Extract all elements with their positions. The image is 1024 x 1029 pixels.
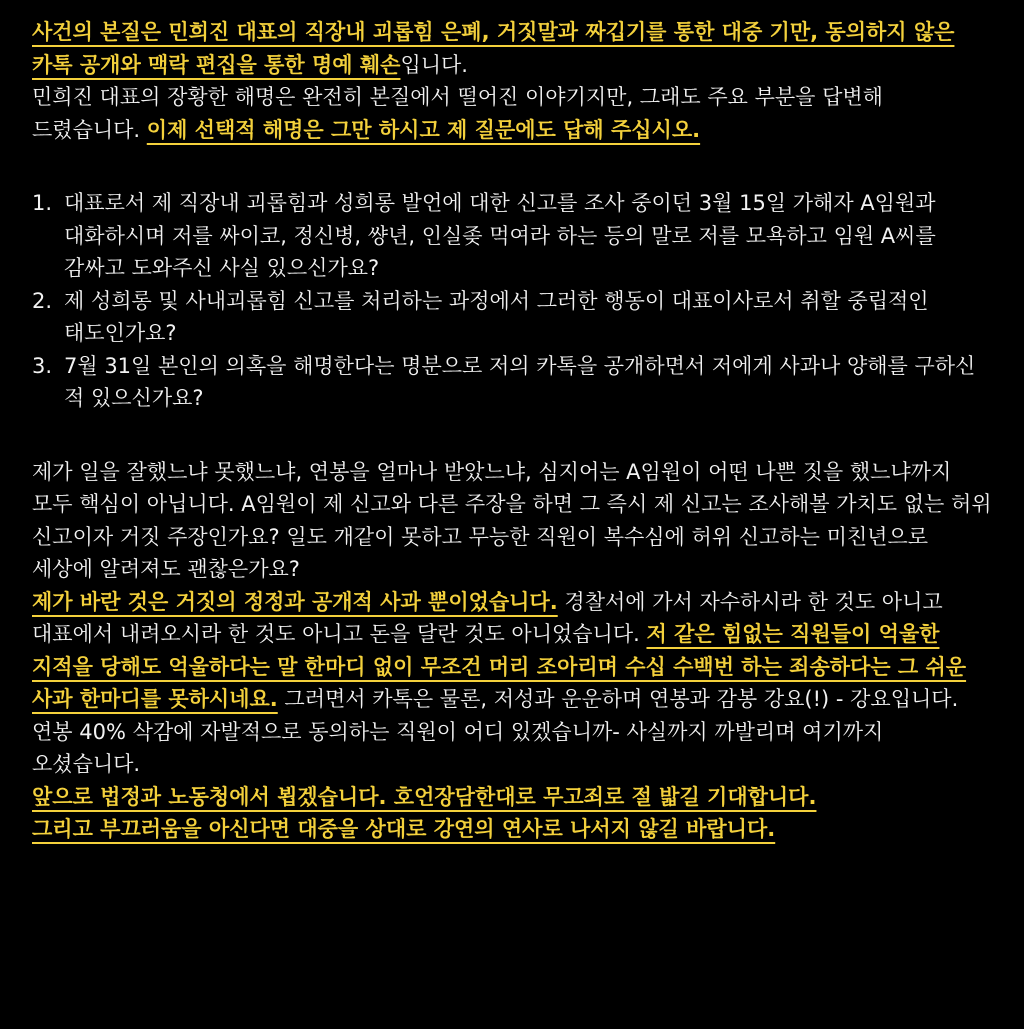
- question-item: [32, 285, 994, 350]
- intro-highlight-2: 이제 선택적 해명은 그만 하시고 제 질문에도 답해 주십시오.: [146, 117, 701, 142]
- paragraph-spacer: [32, 415, 994, 456]
- question-number: 1.: [32, 191, 53, 215]
- question-number: 3.: [32, 353, 53, 378]
- question-list: [32, 187, 994, 415]
- question-item: [32, 187, 994, 285]
- intro-text-2: 민희진 대표의 장황한 해명은 완전히 본질에서 떨어진 이야기지만, 그래도 주요 부분을 답변해 드렸습니다.: [32, 85, 883, 142]
- closing-paragraph-1: [32, 456, 994, 586]
- closing-highlight-2: 저 같은 힘없는 직원들이 억울한 지적을 당해도 억울하다는 말 한마디 없이 무조건 머리 조아리며 수십 수백번 하는 죄송하다는 그 쉬운 사과 한마디를 못하시네요.: [32, 622, 967, 711]
- closing-paragraph-2: [32, 586, 994, 781]
- question-text: 7월 31일 본인의 의혹을 해명한다는 명분으로 저의 카톡을 공개하면서 저에게 사과나 양해를 구하신 적 있으신가요?: [64, 353, 976, 410]
- question-number: 2.: [32, 288, 53, 313]
- question-item: [32, 350, 994, 415]
- intro-text-1: 입니다.: [400, 52, 468, 77]
- closing-paragraph-4: [32, 813, 994, 846]
- closing-highlight-3: 앞으로 법정과 노동청에서 뵙겠습니다. 호언장담한대로 무고죄로 절 밟길 기대합니다.: [32, 784, 817, 809]
- closing-text-1: 제가 일을 잘했느냐 못했느냐, 연봉을 얼마나 받았느냐, 심지어는 A임원이 어떤 나쁜 짓을 했느냐까지 모두 핵심이 아닙니다. A임원이 제 신고와 다른 주장을 하면 그 즉시 제 신고는 조사해볼 가치도 없는 허위 신고이자 거짓 주장인가요? 일도 개같이 못하고 무능한 직원이 복수심에 허위 신고하는 미친년으로 세상에 알려져도 괜찮은가요?: [32, 459, 992, 581]
- closing-text-2: 경찰서에 가서 자수하시라 한 것도 아니고 대표에서 내려오시라 한 것도 아니고 돈을 달란 것도 아니었습니다.: [32, 589, 943, 646]
- closing-highlight-1: 제가 바란 것은 거짓의 정정과 공개적 사과 뿐이었습니다.: [32, 589, 558, 614]
- closing-highlight-4: 그리고 부끄러움을 아신다면 대중을 상대로 강연의 연사로 나서지 않길 바랍니다.: [32, 817, 776, 841]
- question-text: 제 성희롱 및 사내괴롭힘 신고를 처리하는 과정에서 그러한 행동이 대표이사로서 취할 중립적인 태도인가요?: [64, 288, 929, 345]
- paragraph-spacer: [32, 146, 994, 187]
- intro-paragraph-2: [32, 81, 994, 146]
- intro-highlight-1: 사건의 본질은 민희진 대표의 직장내 괴롭힘 은폐, 거짓말과 짜깁기를 통한 대중 기만, 동의하지 않은 카톡 공개와 맥락 편집을 통한 명예 훼손: [32, 20, 955, 77]
- question-text: 대표로서 제 직장내 괴롭힘과 성희롱 발언에 대한 신고를 조사 중이던 3월 15일 가해자 A임원과 대화하시며 저를 싸이코, 정신병, 썅년, 인실좆 먹여라 하는 등의 말로 저를 모욕하고 임원 A씨를 감싸고 도와주신 사실 있으신가요?: [64, 191, 936, 280]
- intro-paragraph-1: [32, 16, 994, 81]
- closing-text-3: 그러면서 카톡은 물론, 저성과 운운하며 연봉과 감봉 강요(!) - 강요입니다. 연봉 40% 삭감에 자발적으로 동의하는 직원이 어디 있겠습니까- 사실까지 까발리며 여기까지 오셨습니다.: [32, 687, 959, 776]
- closing-paragraph-3: [32, 781, 994, 814]
